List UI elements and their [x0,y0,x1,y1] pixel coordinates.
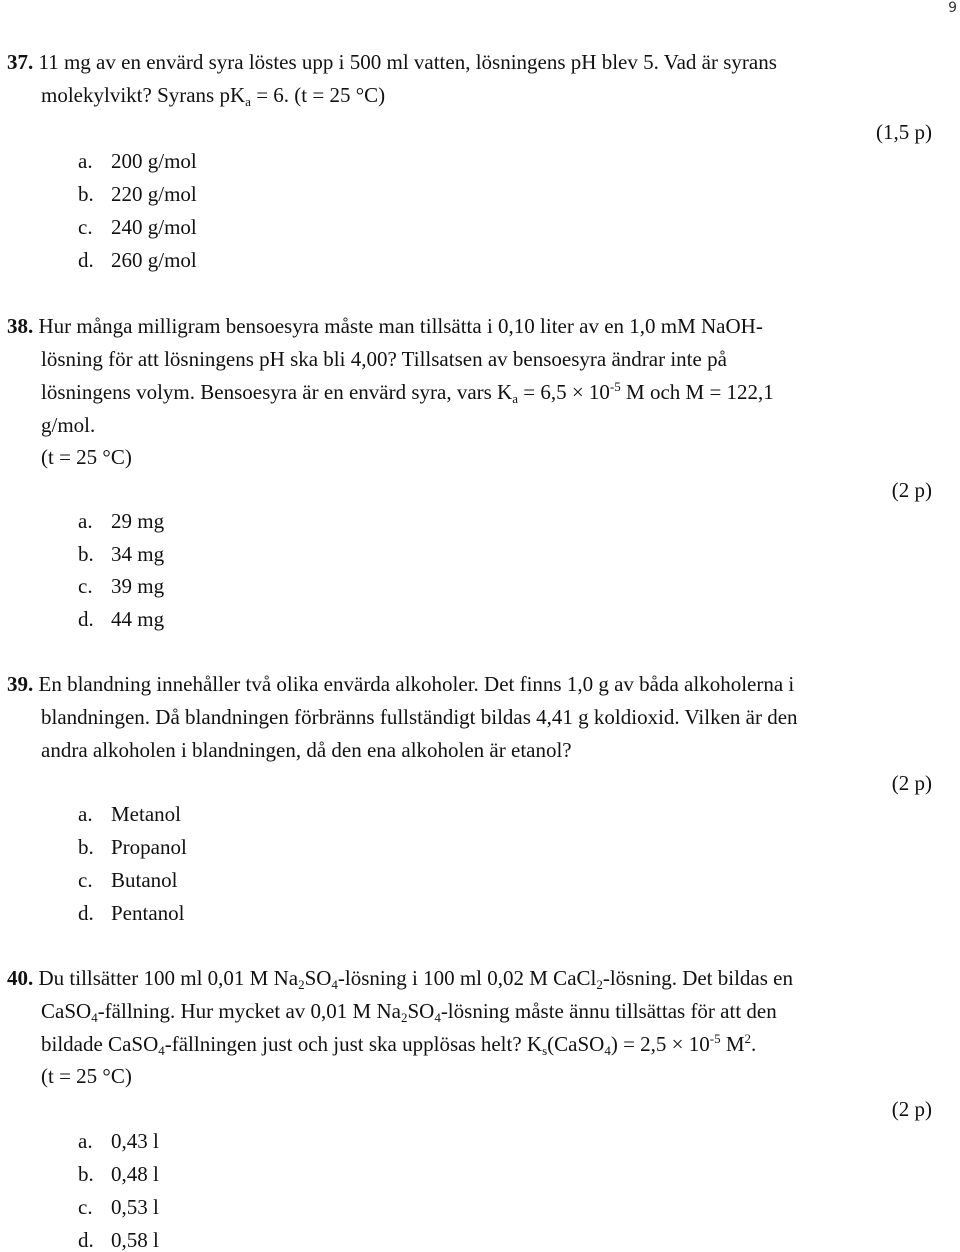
answer-option: c. 240 g/mol [78,215,197,239]
answer-option: d. 44 mg [78,607,165,631]
question-number: 37. [7,50,34,74]
answer-option: c. Butanol [78,868,178,892]
page-number: 9 [948,0,957,16]
answer-option: d. 0,58 l [78,1228,159,1252]
answer-option: c. 0,53 l [78,1195,159,1219]
points-label: (2 p) [891,771,932,795]
answer-option: d. 260 g/mol [78,248,197,272]
answer-option: a. 0,43 l [78,1129,159,1153]
answer-option: a. 29 mg [78,509,165,533]
question-text-line: 37. 11 mg av en envärd syra löstes upp i 500 ml vatten, lösningens pH blev 5. Vad är syrans [7,50,777,74]
question-text-line: g/mol. [41,413,96,437]
question-number: 39. [7,672,34,696]
question-text-line: CaSO$_4$-fällning. Hur mycket av 0,01 M $Na_2SO_4$-lösning måste ännu tillsättas för att den [41,999,777,1025]
answer-option: a. Metanol [78,802,181,826]
answer-option: a. 200 g/mol [78,149,197,173]
question-text-line: lösningens volym. Bensoesyra är en envärd syra, vars $K_a = 6,5 \times 10^{-5}$ M och M = 122,1 [41,379,774,406]
points-label: (1,5 p) [876,120,932,144]
points-label: (2 p) [891,1097,932,1121]
question-text-line: bildade CaSO$_4$-fällningen just och just ska upplösas helt? $K_s(CaSO_4) = 2,5 \times 10^{-5}$ $M^2$. [41,1031,757,1058]
answer-option: b. 220 g/mol [78,182,197,206]
question-text-line: 39. En blandning innehåller två olika envärda alkoholer. Det finns 1,0 g av båda alkoholerna i [7,672,795,696]
question-text-line: lösning för att lösningens pH ska bli 4,00? Tillsatsen av bensoesyra ändrar inte på [41,347,727,371]
question-text-line: (t = 25 °C) [41,445,132,469]
answer-option: c. 39 mg [78,574,165,598]
question-text-line: molekylvikt? Syrans $pK_a = 6$. (t = 25 °C) [41,83,386,109]
answer-option: b. Propanol [78,835,187,859]
question-text-line: 40. Du tillsätter 100 ml 0,01 M $Na_2SO_4$-lösning i 100 ml 0,02 M CaCl$_2$-lösning. Det bildas en [7,966,793,992]
answer-option: b. 0,48 l [78,1162,159,1186]
question-text-line: (t = 25 °C) [41,1064,132,1088]
question-number: 38. [7,314,34,338]
question-text-line: blandningen. Då blandningen förbränns fullständigt bildas 4,41 g koldioxid. Vilken är den [41,705,798,729]
answer-option: b. 34 mg [78,542,165,566]
answer-option: d. Pentanol [78,901,185,925]
question-number: 40. [7,966,34,990]
question-text-line: 38. Hur många milligram bensoesyra måste man tillsätta i 0,10 liter av en 1,0 mM NaOH- [7,314,763,338]
question-text-line: andra alkoholen i blandningen, då den ena alkoholen är etanol? [41,738,572,762]
points-label: (2 p) [891,478,932,502]
